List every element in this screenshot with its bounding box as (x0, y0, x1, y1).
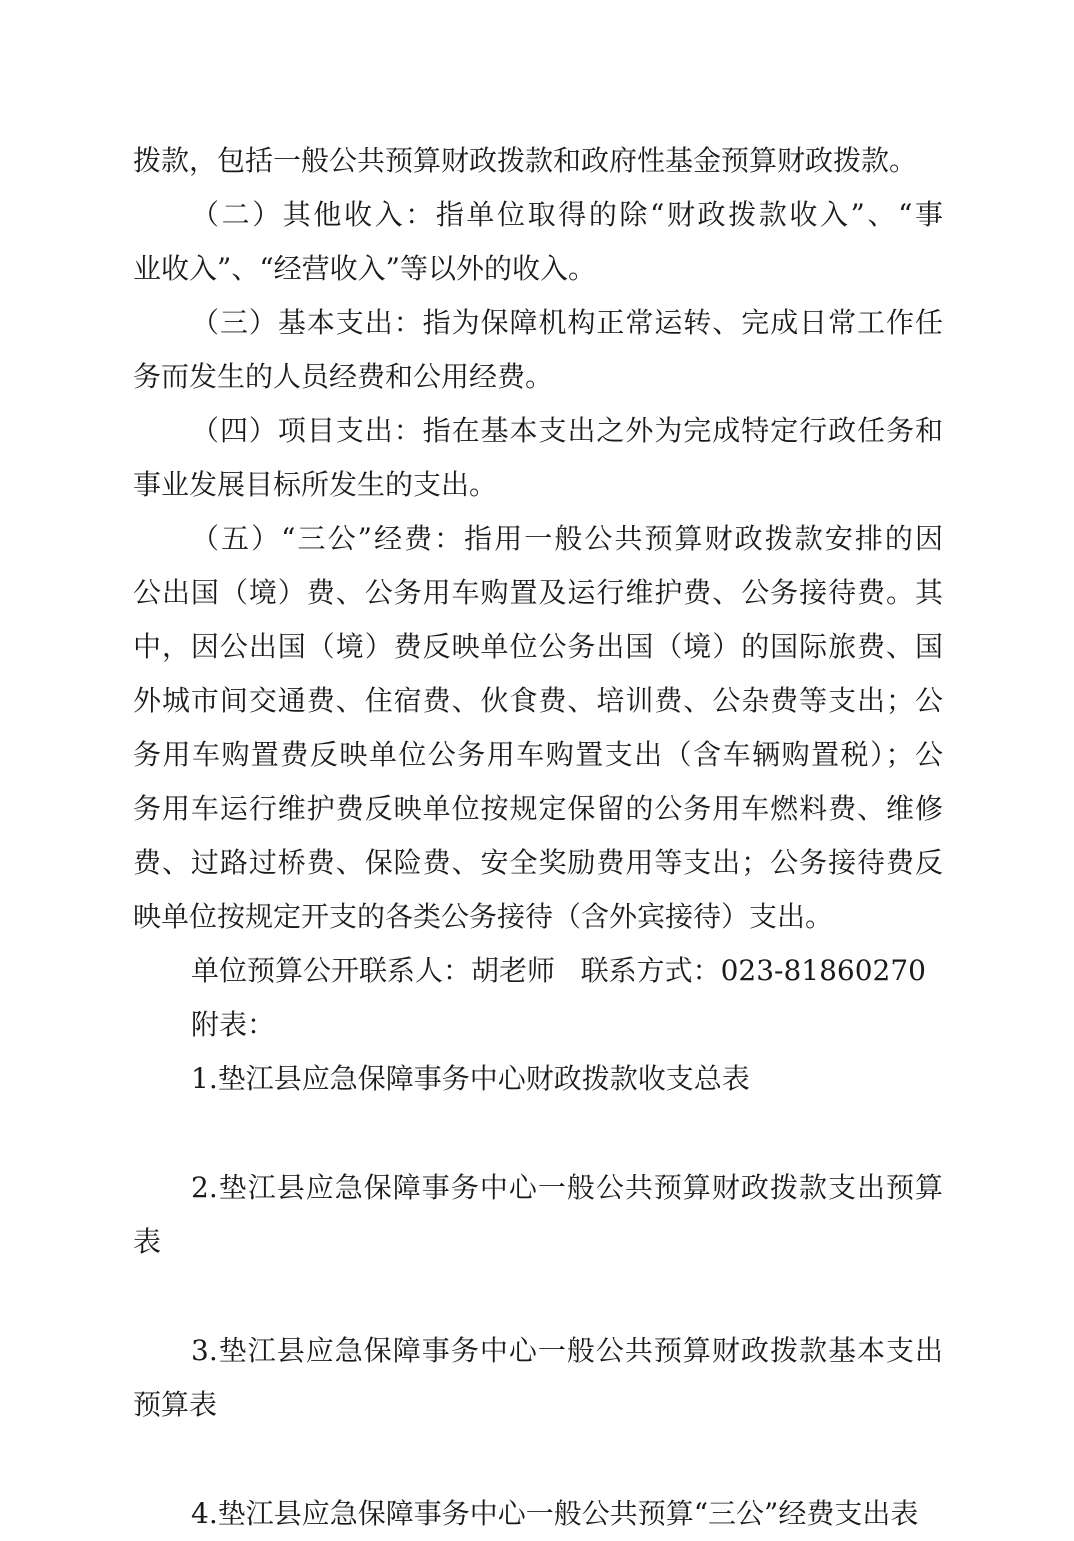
paragraph-line: 业收入”、“经营收入”等以外的收入。 (133, 252, 596, 285)
attachment-item-3-cont: 预算表 (133, 1388, 218, 1421)
paragraph-project-expenditure: （四）项目支出：指在基本支出之外为完成特定行政任务和 (191, 414, 943, 447)
paragraph-line: 外城市间交通费、住宿费、伙食费、培训费、公杂费等支出；公 (133, 684, 943, 717)
contact-phone: 联系方式：023-81860270 (580, 954, 926, 987)
contact-person: 单位预算公开联系人：胡老师 (191, 954, 556, 987)
paragraph-basic-expenditure: （三）基本支出：指为保障机构正常运转、完成日常工作任 (191, 306, 943, 339)
attachment-item-3: 3.垫江县应急保障事务中心一般公共预算财政拨款基本支出 (191, 1334, 943, 1367)
attachment-item-4: 4.垫江县应急保障事务中心一般公共预算“三公”经费支出表 (191, 1497, 919, 1530)
attachment-item-2-cont: 表 (133, 1225, 162, 1258)
attachment-item-2: 2.垫江县应急保障事务中心一般公共预算财政拨款支出预算 (191, 1171, 943, 1204)
document-page (133, 134, 943, 1541)
paragraph-line: 务用车购置费反映单位公务用车购置支出（含车辆购置税）；公 (133, 738, 943, 771)
paragraph-line: 公出国（境）费、公务用车购置及运行维护费、公务接待费。其 (133, 576, 943, 609)
paragraph-other-income: （二）其他收入：指单位取得的除“财政拨款收入”、“事 (191, 198, 943, 231)
paragraph-line: 务用车运行维护费反映单位按规定保留的公务用车燃料费、维修 (133, 792, 943, 825)
paragraph-line: 费、过路过桥费、保险费、安全奖励费用等支出；公务接待费反 (133, 846, 943, 879)
paragraph-line: 事业发展目标所发生的支出。 (133, 468, 498, 501)
paragraph-line: 中，因公出国（境）费反映单位公务出国（境）的国际旅费、国 (133, 630, 943, 663)
paragraph-line: 务而发生的人员经费和公用经费。 (133, 360, 554, 393)
contact-info (133, 944, 943, 998)
attachments-heading: 附表： (191, 1008, 276, 1041)
attachment-item-1: 1.垫江县应急保障事务中心财政拨款收支总表 (191, 1062, 750, 1095)
paragraph-three-public-expenses: （五）“三公”经费：指用一般公共预算财政拨款安排的因 (191, 522, 943, 555)
paragraph-line: 拨款，包括一般公共预算财政拨款和政府性基金预算财政拨款。 (133, 144, 918, 177)
paragraph-line: 映单位按规定开支的各类公务接待（含外宾接待）支出。 (133, 900, 834, 933)
